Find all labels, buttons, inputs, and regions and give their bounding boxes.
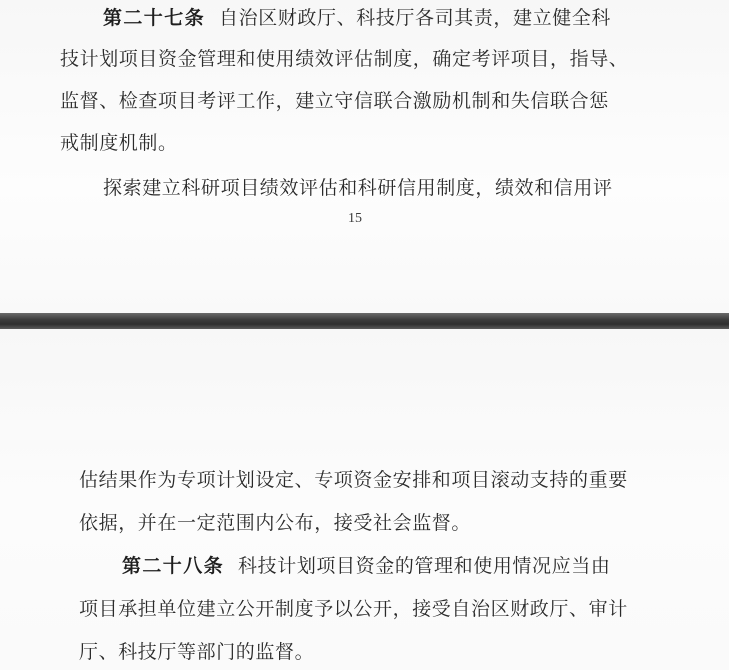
page-number: 15 (348, 211, 362, 226)
article-28-text-line-2: 项目承担单位建立公开制度予以公开，接受自治区财政厅、审计 (79, 598, 628, 620)
article-27-text-line-4: 戒制度机制。 (60, 132, 178, 154)
document-page-bottom (0, 329, 729, 670)
document-page-top (0, 0, 729, 313)
article-27-text-line-2: 技计划项目资金管理和使用绩效评估制度，确定考评项目，指导、 (60, 48, 629, 70)
page-separator (0, 313, 729, 329)
article-28-text-line-1: 科技计划项目资金的管理和使用情况应当由 (238, 555, 611, 577)
article-27-heading: 第二十七条 (103, 7, 206, 29)
article-27-text-line-1: 自治区财政厅、科技厅各司其责，建立健全科 (219, 7, 612, 29)
paragraph-2-text-line-1: 探索建立科研项目绩效评估和科研信用制度，绩效和信用评 (103, 177, 613, 199)
paragraph-2-text-line-2: 估结果作为专项计划设定、专项资金安排和项目滚动支持的重要 (79, 469, 628, 491)
article-28-first-line (122, 554, 610, 578)
article-28-heading: 第二十八条 (122, 555, 225, 577)
article-27-text-line-3: 监督、检查项目考评工作，建立守信联合激励机制和失信联合惩 (60, 90, 609, 112)
paragraph-2-text-line-3: 依据，并在一定范围内公布，接受社会监督。 (79, 512, 472, 534)
article-28-text-line-3: 厅、科技厅等部门的监督。 (79, 641, 315, 663)
article-27-first-line (103, 6, 611, 30)
